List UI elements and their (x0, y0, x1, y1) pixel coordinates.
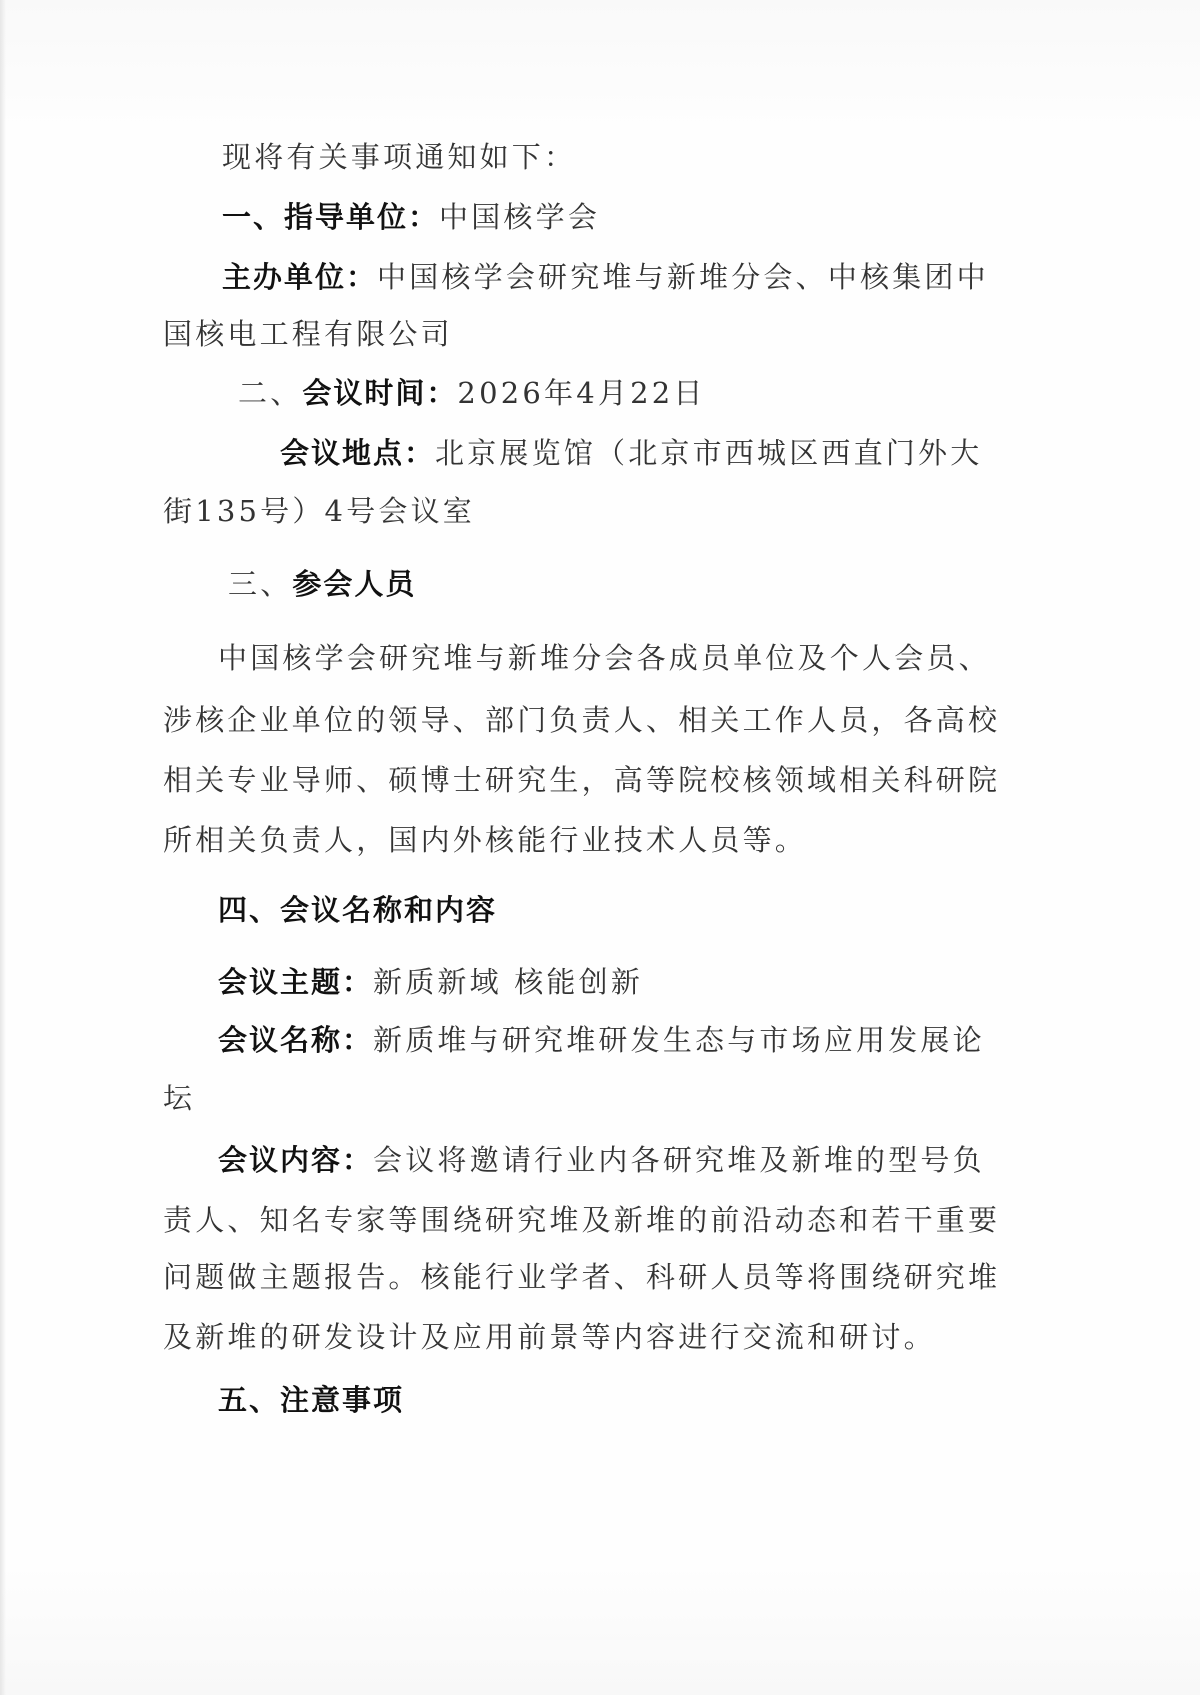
meeting-name-row (218, 1022, 985, 1058)
meeting-content-line-2: 责人、知名专家等围绕研究堆及新堆的前沿动态和若干重要 (163, 1203, 1001, 1237)
meeting-theme-row (218, 964, 643, 1000)
meeting-theme-label: 会议主题： (218, 965, 374, 999)
attendees-line-3: 相关专业导师、硕博士研究生，高等院校核领域相关科研院 (163, 763, 1001, 797)
section4-heading: 四、会议名称和内容 (218, 893, 498, 927)
meeting-content-line-4: 及新堆的研发设计及应用前景等内容进行交流和研讨。 (163, 1320, 936, 1354)
meeting-content-value: 会议将邀请行业内各研究堆及新堆的型号负 (373, 1143, 985, 1177)
meeting-content-label: 会议内容： (218, 1143, 374, 1177)
meeting-content-line-3: 问题做主题报告。核能行业学者、科研人员等将围绕研究堆 (163, 1260, 1001, 1294)
meeting-name-value: 新质堆与研究堆研发生态与市场应用发展论 (373, 1023, 985, 1057)
meeting-time-row (238, 375, 706, 411)
guiding-unit-row (222, 199, 600, 235)
meeting-name-label: 会议名称： (218, 1023, 374, 1057)
organizer-label: 主办单位： (222, 260, 378, 294)
scan-edge-shadow (0, 0, 6, 1695)
meeting-time-label: 会议时间： (302, 376, 458, 410)
section2-prefix: 二、 (238, 376, 303, 410)
attendees-line-1: 中国核学会研究堆与新堆分会各成员单位及个人会员、 (218, 641, 991, 675)
venue-value-continued: 街135号）4号会议室 (163, 494, 476, 528)
venue-label: 会议地点： (280, 436, 436, 470)
section3-heading (228, 566, 416, 602)
venue-row (280, 435, 982, 471)
organizer-value-continued: 国核电工程有限公司 (163, 317, 453, 351)
attendees-line-2: 涉核企业单位的领导、部门负责人、相关工作人员，各高校 (163, 703, 1001, 737)
organizer-row (222, 259, 989, 295)
meeting-theme-value: 新质新域 核能创新 (373, 965, 644, 999)
meeting-time-value: 2026年4月22日 (457, 376, 706, 410)
guiding-unit-value: 中国核学会 (439, 200, 601, 234)
meeting-content-row (218, 1142, 985, 1178)
section3-title: 参会人员 (292, 567, 417, 601)
section3-prefix: 三、 (228, 567, 293, 601)
intro-text: 现将有关事项通知如下： (222, 140, 577, 174)
attendees-line-4: 所相关负责人，国内外核能行业技术人员等。 (163, 823, 808, 857)
organizer-value: 中国核学会研究堆与新堆分会、中核集团中 (377, 260, 989, 294)
section5-heading: 五、注意事项 (218, 1383, 405, 1417)
guiding-unit-label: 一、指导单位： (222, 200, 440, 234)
venue-value: 北京展览馆（北京市西城区西直门外大 (435, 436, 983, 470)
meeting-name-continued: 坛 (163, 1081, 196, 1115)
